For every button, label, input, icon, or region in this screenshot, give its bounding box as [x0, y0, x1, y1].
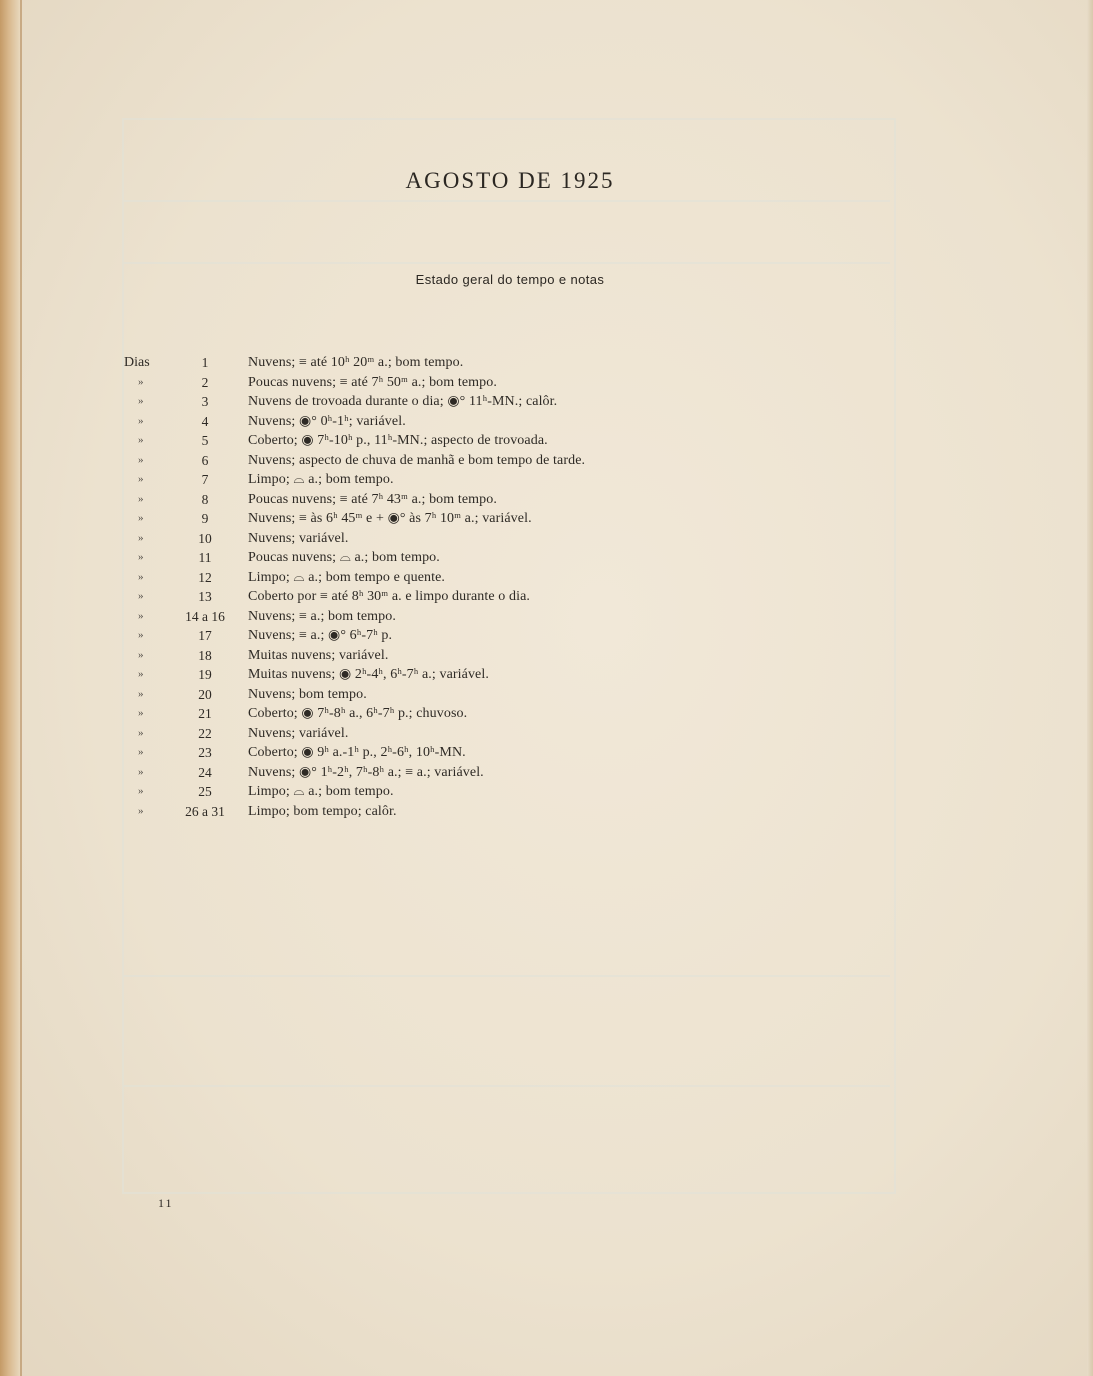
- ditto-mark: »: [138, 492, 144, 505]
- entry-day: 11: [198, 550, 212, 565]
- entry-note: Limpo; ⌓ a.; bom tempo.: [248, 784, 394, 799]
- page-edge: [1087, 0, 1093, 1376]
- ditto-mark: »: [138, 414, 144, 427]
- ditto-mark: »: [138, 395, 144, 407]
- entry-note: Nuvens; aspecto de chuva de manhã e bom tempo de tarde.: [248, 452, 586, 468]
- ditto-mark: »: [138, 746, 144, 758]
- entry-day: 1: [201, 355, 209, 370]
- entry-note: Limpo; bom tempo; calôr.: [248, 803, 397, 819]
- ditto-mark: »: [138, 473, 144, 485]
- ditto-mark: »: [138, 590, 144, 602]
- entry-day: 5: [201, 433, 209, 448]
- ditto-mark: »: [138, 648, 144, 661]
- entry-note: Nuvens; ◉° 0ʰ-1ʰ; variável.: [248, 413, 406, 429]
- ditto-mark: »: [138, 531, 144, 544]
- entry-note: Nuvens; ≡ às 6ʰ 45ᵐ e + ◉° às 7ʰ 10ᵐ a.; variável.: [248, 511, 532, 526]
- entry-note: Poucas nuvens; ≡ até 7ʰ 43ᵐ a.; bom tempo.: [248, 491, 497, 507]
- entry-note: Limpo; ⌓ a.; bom tempo.: [248, 472, 394, 487]
- entry-note: Nuvens; ≡ a.; bom tempo.: [248, 608, 396, 624]
- entry-day: 22: [198, 725, 212, 741]
- section-subtitle: Estado geral do tempo e notas: [415, 272, 605, 287]
- entry-day: 18: [198, 647, 212, 663]
- entry-note: Nuvens; ◉° 1ʰ-2ʰ, 7ʰ-8ʰ a.; ≡ a.; variável.: [248, 764, 484, 780]
- entry-note: Nuvens de trovoada durante o dia; ◉° 11ʰ-MN.; calôr.: [248, 394, 558, 409]
- entry-note: Limpo; ⌓ a.; bom tempo e quente.: [248, 569, 446, 585]
- dias-label: Dias: [124, 355, 150, 370]
- entry-note: Nuvens; bom tempo.: [248, 686, 367, 702]
- ditto-mark: »: [138, 453, 144, 466]
- ditto-mark: »: [138, 726, 144, 739]
- ditto-mark: »: [138, 570, 144, 583]
- binding-edge: [20, 0, 22, 1376]
- entry-note: Coberto; ◉ 7ʰ-8ʰ a., 6ʰ-7ʰ p.; chuvoso.: [248, 706, 468, 721]
- show-through-rule: [124, 1085, 890, 1087]
- entry-note: Coberto; ◉ 7ʰ-10ʰ p., 11ʰ-MN.; aspecto de trovoada.: [248, 433, 548, 448]
- entry-note: Nuvens; variável.: [248, 725, 349, 741]
- ditto-mark: »: [138, 609, 144, 622]
- entry-day: 8: [201, 491, 209, 507]
- entry-note: Poucas nuvens; ≡ até 7ʰ 50ᵐ a.; bom tempo.: [248, 374, 497, 390]
- show-through-rule: [124, 975, 890, 977]
- ditto-mark: »: [138, 804, 144, 817]
- entry-day: 17: [198, 628, 212, 643]
- entry-day: 2: [201, 374, 209, 390]
- entry-day: 3: [201, 394, 209, 409]
- entry-day: 24: [198, 764, 212, 780]
- ditto-mark: »: [138, 765, 144, 778]
- entry-day: 25: [198, 784, 212, 799]
- ditto-mark: »: [138, 512, 144, 524]
- entry-day: 13: [198, 589, 212, 604]
- entry-day: 19: [198, 667, 212, 682]
- entry-note: Nuvens; ≡ até 10ʰ 20ᵐ a.; bom tempo.: [248, 355, 464, 370]
- entry-day: 12: [198, 569, 212, 585]
- entry-note: Muitas nuvens; ◉ 2ʰ-4ʰ, 6ʰ-7ʰ a.; variável.: [248, 667, 489, 682]
- entry-note: Coberto por ≡ até 8ʰ 30ᵐ a. e limpo durante o dia.: [248, 589, 530, 604]
- entry-note: Nuvens; ≡ a.; ◉° 6ʰ-7ʰ p.: [248, 628, 393, 643]
- ditto-mark: »: [138, 375, 144, 388]
- ditto-mark: »: [138, 434, 144, 446]
- ditto-mark: »: [138, 629, 144, 641]
- page-title: AGOSTO DE 1925: [405, 168, 615, 193]
- entry-day: 9: [201, 511, 209, 526]
- entry-day: 14 a 16: [185, 608, 225, 624]
- ditto-mark: »: [138, 668, 144, 680]
- entry-note: Poucas nuvens; ⌓ a.; bom tempo.: [248, 550, 440, 565]
- ditto-mark: »: [138, 707, 144, 719]
- ditto-mark: »: [138, 687, 144, 700]
- entry-day: 4: [201, 413, 209, 429]
- entry-note: Coberto; ◉ 9ʰ a.-1ʰ p., 2ʰ-6ʰ, 10ʰ-MN.: [248, 745, 466, 760]
- entry-day: 26 a 31: [185, 803, 225, 819]
- show-through-rule: [124, 262, 890, 264]
- entry-day: 23: [198, 745, 212, 760]
- entry-day: 10: [198, 530, 212, 546]
- entry-note: Nuvens; variável.: [248, 530, 349, 546]
- book-binding: [0, 0, 20, 1376]
- entry-day: 7: [201, 472, 209, 487]
- page-number: 11: [158, 1196, 174, 1210]
- entry-day: 20: [198, 686, 212, 702]
- ditto-mark: »: [138, 551, 144, 563]
- entry-day: 21: [198, 706, 212, 721]
- entry-day: 6: [201, 452, 209, 468]
- show-through-rule: [124, 200, 890, 202]
- ditto-mark: »: [138, 785, 144, 797]
- entry-note: Muitas nuvens; variável.: [248, 647, 389, 663]
